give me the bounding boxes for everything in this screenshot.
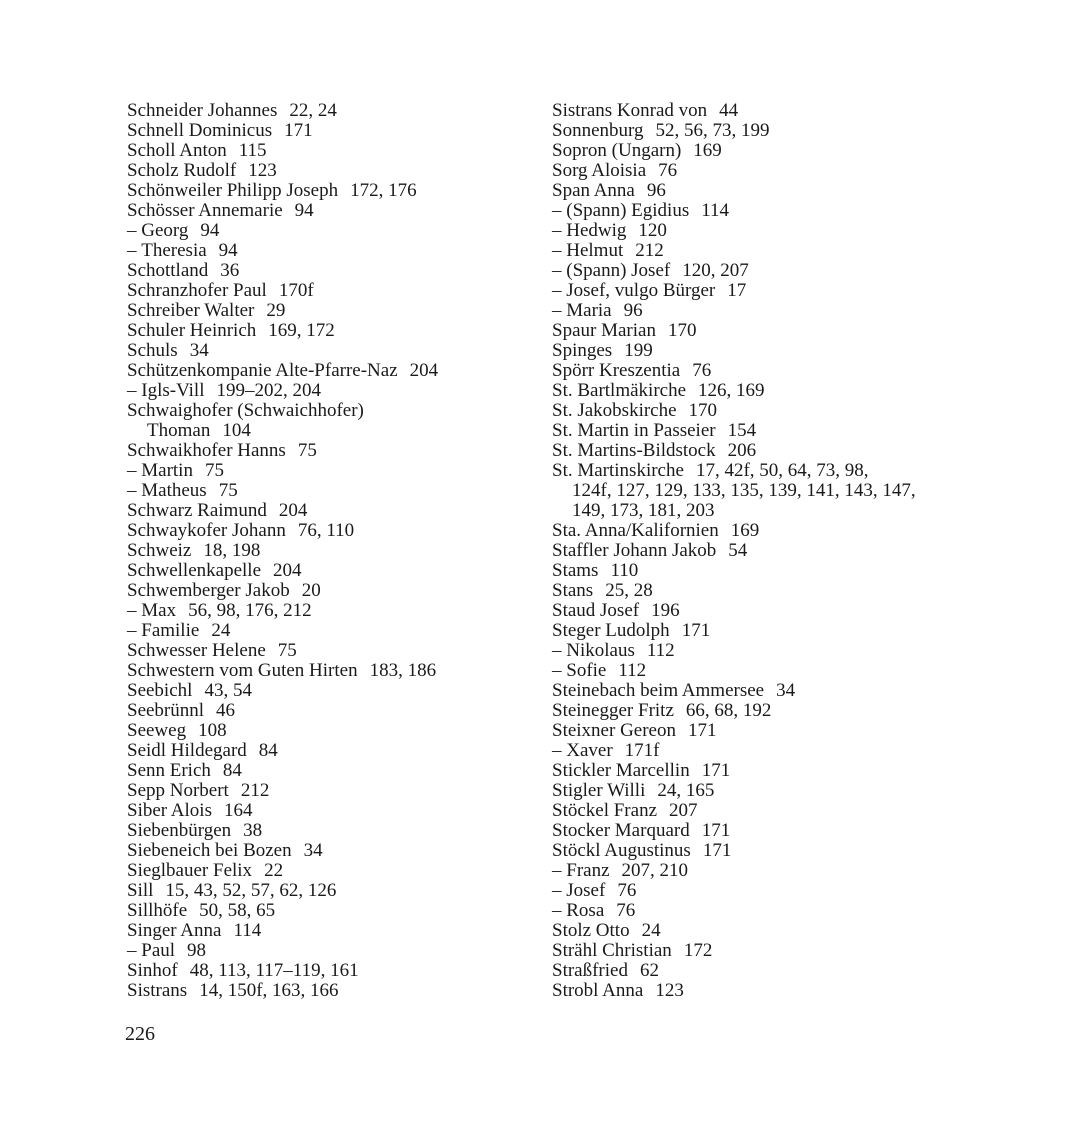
index-entry — [127, 901, 527, 921]
entry-pages: 196 — [651, 600, 680, 621]
entry-pages: 199 — [624, 340, 653, 361]
entry-pages: 114 — [701, 200, 730, 221]
index-entry — [127, 481, 527, 501]
entry-pages: 75 — [297, 440, 317, 461]
index-entry — [552, 421, 962, 441]
entry-pages: 154 — [727, 420, 757, 441]
entry-name: Sopron (Ungarn) — [552, 140, 682, 161]
entry-name: Schuler Heinrich — [127, 320, 257, 341]
entry-name: Steger Ludolph — [552, 620, 670, 641]
index-entry — [552, 841, 962, 861]
index-entry — [127, 861, 527, 881]
entry-pages: 120 — [638, 220, 667, 241]
index-entry — [552, 301, 962, 321]
entry-pages: 171 — [701, 820, 731, 841]
subentry-dash: – — [552, 900, 567, 921]
index-entry — [552, 621, 962, 641]
entry-name: Matheus — [141, 480, 207, 501]
entry-name: Sinhof — [127, 960, 178, 981]
entry-name: Sonnenburg — [552, 120, 644, 141]
index-entry — [127, 601, 527, 621]
entry-name: Sillhöfe — [127, 900, 188, 921]
subentry-dash: – — [552, 660, 567, 681]
entry-pages: 24 — [211, 620, 231, 641]
index-entry — [127, 961, 527, 981]
entry-pages: 52, 56, 73, 199 — [655, 120, 770, 141]
index-column-left — [127, 101, 527, 1001]
entry-pages: 84 — [258, 740, 278, 761]
subentry-dash: – — [552, 300, 567, 321]
entry-pages: 24 — [641, 920, 661, 941]
entry-name: Sepp Norbert — [127, 780, 229, 801]
entry-pages: 75 — [277, 640, 297, 661]
entry-pages: 29 — [266, 300, 286, 321]
entry-name: Stickler Marcellin — [552, 760, 690, 781]
subentry-dash: – — [552, 740, 567, 761]
entry-pages: 171 — [681, 620, 711, 641]
index-entry — [127, 781, 527, 801]
entry-name: Martin — [141, 460, 193, 481]
entry-name: Siber Alois — [127, 800, 212, 821]
entry-pages: 172 — [683, 940, 713, 961]
entry-pages: 14, 150f, 163, 166 — [199, 980, 339, 1001]
index-entry — [552, 101, 962, 121]
entry-pages: 172, 176 — [350, 180, 417, 201]
entry-name: Schneider Johannes — [127, 100, 278, 121]
entry-name: Strähl Christian — [552, 940, 672, 961]
entry-pages: 98 — [187, 940, 207, 961]
entry-name: Schottland — [127, 260, 209, 281]
index-entry — [552, 821, 962, 841]
entry-pages: 123 — [248, 160, 277, 181]
index-column-right — [552, 101, 962, 1001]
entry-pages: 123 — [655, 980, 684, 1001]
index-entry — [552, 361, 962, 381]
entry-name: Schwarz Raimund — [127, 500, 267, 521]
entry-name: (Spann) Josef — [566, 260, 671, 281]
entry-pages: 171f — [624, 740, 660, 761]
index-entry — [552, 201, 962, 221]
index-entry — [552, 221, 962, 241]
subentry-dash: – — [552, 240, 567, 261]
entry-name: (Spann) Egidius — [566, 200, 690, 221]
subentry-dash: – — [552, 200, 567, 221]
index-entry — [127, 101, 527, 121]
index-entry — [127, 761, 527, 781]
index-entry — [127, 681, 527, 701]
index-entry — [127, 281, 527, 301]
entry-pages: 36 — [220, 260, 240, 281]
entry-pages: 120, 207 — [682, 260, 749, 281]
entry-pages: 169 — [693, 140, 722, 161]
entry-pages: 212 — [635, 240, 664, 261]
index-entry — [552, 481, 962, 501]
index-entry — [127, 421, 527, 441]
entry-name: Helmut — [566, 240, 624, 261]
entry-pages: 108 — [198, 720, 227, 741]
index-entry — [552, 881, 962, 901]
entry-name: Josef — [566, 880, 606, 901]
index-entry — [552, 261, 962, 281]
index-entry — [127, 821, 527, 841]
index-entry — [127, 841, 527, 861]
entry-name: Stolz Otto — [552, 920, 630, 941]
index-entry — [127, 121, 527, 141]
index-entry — [552, 861, 962, 881]
index-entry — [552, 921, 962, 941]
index-entry — [127, 161, 527, 181]
index-entry — [552, 641, 962, 661]
entry-pages: 50, 58, 65 — [199, 900, 276, 921]
entry-name: Rosa — [566, 900, 605, 921]
index-entry — [552, 681, 962, 701]
subentry-dash: – — [127, 240, 142, 261]
index-entry — [552, 461, 962, 481]
index-entry — [552, 801, 962, 821]
entry-name: St. Jakobskirche — [552, 400, 677, 421]
entry-pages: 24, 165 — [657, 780, 715, 801]
entry-pages: 25, 28 — [605, 580, 653, 601]
entry-name: Theresia — [141, 240, 207, 261]
subentry-dash: – — [127, 460, 142, 481]
entry-name: Schnell Dominicus — [127, 120, 273, 141]
index-entry — [127, 441, 527, 461]
entry-name: Senn Erich — [127, 760, 211, 781]
index-entry — [552, 241, 962, 261]
entry-pages: 76 — [617, 880, 637, 901]
entry-pages: 115 — [238, 140, 267, 161]
entry-pages: 171 — [702, 840, 732, 861]
entry-name: Schwaikhofer Hanns — [127, 440, 286, 461]
index-entry — [552, 401, 962, 421]
index-entry — [127, 241, 527, 261]
subentry-dash: – — [552, 280, 567, 301]
index-entry — [127, 361, 527, 381]
index-entry — [127, 301, 527, 321]
page-number: 226 — [125, 1023, 155, 1045]
entry-name: Maria — [566, 300, 612, 321]
entry-name: Steinegger Fritz — [552, 700, 674, 721]
index-entry — [552, 701, 962, 721]
entry-pages: 164 — [223, 800, 253, 821]
entry-name: Franz — [566, 860, 610, 881]
index-entry — [127, 141, 527, 161]
index-entry — [552, 521, 962, 541]
entry-pages: 96 — [646, 180, 666, 201]
entry-pages: 22, 24 — [289, 100, 337, 121]
entry-pages: 112 — [618, 660, 647, 681]
entry-pages: 126, 169 — [698, 380, 765, 401]
index-entry — [552, 381, 962, 401]
entry-name: Schützenkompanie Alte-Pfarre-Naz — [127, 360, 398, 381]
entry-pages: 22 — [264, 860, 284, 881]
entry-name: Stöckel Franz — [552, 800, 658, 821]
entry-name: Familie — [141, 620, 200, 641]
entry-name: Seeweg — [127, 720, 187, 741]
entry-pages: 62 — [639, 960, 659, 981]
entry-name: Schuls — [127, 340, 178, 361]
entry-name: Strobl Anna — [552, 980, 644, 1001]
entry-pages: 54 — [728, 540, 748, 561]
index-entry — [127, 941, 527, 961]
index-entry — [552, 321, 962, 341]
entry-pages: 204 — [278, 500, 308, 521]
entry-pages: 76 — [692, 360, 712, 381]
entry-name: Spaur Marian — [552, 320, 656, 341]
entry-pages: 170f — [278, 280, 314, 301]
entry-pages: 75 — [218, 480, 238, 501]
entry-name: Seidl Hildegard — [127, 740, 247, 761]
entry-pages: 170 — [688, 400, 718, 421]
index-entry — [552, 661, 962, 681]
entry-name: Paul — [141, 940, 176, 961]
entry-name: Staffler Johann Jakob — [552, 540, 717, 561]
entry-pages: 212 — [240, 780, 270, 801]
entry-name: Span Anna — [552, 180, 635, 201]
entry-name: Schwestern vom Guten Hirten — [127, 660, 358, 681]
index-entry — [127, 501, 527, 521]
index-entry — [552, 281, 962, 301]
entry-pages: 34 — [189, 340, 209, 361]
index-entry — [127, 581, 527, 601]
entry-name: St. Martin in Passeier — [552, 420, 716, 441]
entry-pages: 169, 172 — [268, 320, 335, 341]
entry-name: Sieglbauer Felix — [127, 860, 253, 881]
entry-name: Straßfried — [552, 960, 628, 981]
entry-pages: 112 — [646, 640, 675, 661]
entry-pages: 96 — [623, 300, 643, 321]
subentry-dash: – — [127, 600, 142, 621]
entry-name: Stans — [552, 580, 594, 601]
index-entry — [127, 261, 527, 281]
entry-name: Hedwig — [566, 220, 627, 241]
entry-name: Thoman — [147, 420, 211, 441]
entry-name: 149, 173, 181, 203 — [572, 500, 715, 521]
entry-name: 124f, 127, 129, 133, 135, 139, 141, 143, 147, — [572, 480, 916, 501]
entry-name: Igls-Vill — [141, 380, 205, 401]
subentry-dash: – — [552, 860, 567, 881]
index-entry — [127, 721, 527, 741]
entry-pages: 94 — [294, 200, 314, 221]
entry-name: Schwaykofer Johann — [127, 520, 286, 541]
entry-pages: 207 — [669, 800, 698, 821]
index-entry — [552, 541, 962, 561]
entry-name: Josef, vulgo Bürger — [566, 280, 716, 301]
entry-pages: 114 — [233, 920, 262, 941]
subentry-dash: – — [552, 220, 567, 241]
entry-pages: 171 — [687, 720, 717, 741]
entry-name: Steinebach beim Ammersee — [552, 680, 765, 701]
entry-name: Stöckl Augustinus — [552, 840, 691, 861]
index-entry — [127, 641, 527, 661]
entry-pages: 199–202, 204 — [216, 380, 321, 401]
subentry-dash: – — [127, 480, 142, 501]
entry-name: Xaver — [566, 740, 613, 761]
index-entry — [552, 781, 962, 801]
entry-pages: 171 — [284, 120, 313, 141]
index-entry — [552, 721, 962, 741]
entry-pages: 46 — [216, 700, 236, 721]
subentry-dash: – — [552, 880, 567, 901]
index-entry — [127, 801, 527, 821]
subentry-dash: – — [552, 640, 567, 661]
entry-name: Stigler Willi — [552, 780, 646, 801]
entry-pages: 17 — [727, 280, 747, 301]
entry-pages: 84 — [222, 760, 242, 781]
index-entry — [552, 161, 962, 181]
entry-pages: 204 — [273, 560, 302, 581]
entry-pages: 66, 68, 192 — [685, 700, 772, 721]
entry-name: Steixner Gereon — [552, 720, 676, 741]
entry-pages: 75 — [204, 460, 224, 481]
entry-name: Siebeneich bei Bozen — [127, 840, 292, 861]
subentry-dash: – — [552, 260, 567, 281]
entry-pages: 44 — [719, 100, 739, 121]
index-entry — [127, 341, 527, 361]
entry-pages: 38 — [243, 820, 263, 841]
entry-name: Staud Josef — [552, 600, 640, 621]
entry-pages: 15, 43, 52, 57, 62, 126 — [165, 880, 337, 901]
entry-name: Spinges — [552, 340, 613, 361]
index-entry — [127, 561, 527, 581]
entry-name: Schwesser Helene — [127, 640, 266, 661]
entry-pages: 110 — [610, 560, 639, 581]
entry-name: Sorg Aloisia — [552, 160, 647, 181]
entry-name: Scholl Anton — [127, 140, 227, 161]
entry-name: Stams — [552, 560, 599, 581]
entry-name: Schreiber Walter — [127, 300, 255, 321]
index-entry — [127, 381, 527, 401]
index-entry — [127, 521, 527, 541]
entry-pages: 56, 98, 176, 212 — [188, 600, 312, 621]
entry-pages: 76 — [658, 160, 678, 181]
index-entry — [552, 501, 962, 521]
index-entry — [552, 341, 962, 361]
entry-name: Schweiz — [127, 540, 192, 561]
index-entry — [127, 461, 527, 481]
index-entry — [552, 121, 962, 141]
index-entry — [552, 181, 962, 201]
entry-pages: 76 — [616, 900, 636, 921]
entry-name: Seebichl — [127, 680, 193, 701]
entry-pages: 43, 54 — [204, 680, 252, 701]
entry-name: Sistrans Konrad von — [552, 100, 708, 121]
index-entry — [127, 541, 527, 561]
index-entry — [552, 901, 962, 921]
entry-pages: 206 — [727, 440, 757, 461]
index-entry — [127, 701, 527, 721]
entry-name: St. Martinskirche — [552, 460, 684, 481]
entry-pages: 207, 210 — [621, 860, 689, 881]
entry-pages: 183, 186 — [369, 660, 437, 681]
index-entry — [127, 881, 527, 901]
index-entry — [127, 401, 527, 421]
entry-name: Schwemberger Jakob — [127, 580, 290, 601]
entry-pages: 76, 110 — [297, 520, 355, 541]
index-entry — [552, 981, 962, 1001]
entry-name: St. Martins-Bildstock — [552, 440, 716, 461]
index-entry — [552, 141, 962, 161]
index-entry — [127, 921, 527, 941]
entry-pages: 104 — [222, 420, 251, 441]
subentry-dash: – — [127, 940, 142, 961]
entry-name: Nikolaus — [566, 640, 635, 661]
entry-pages: 94 — [218, 240, 238, 261]
entry-name: Singer Anna — [127, 920, 222, 941]
index-entry — [127, 741, 527, 761]
index-entry — [552, 741, 962, 761]
entry-pages: 170 — [667, 320, 697, 341]
entry-pages: 20 — [301, 580, 321, 601]
entry-pages: 94 — [200, 220, 220, 241]
entry-name: Spörr Kreszentia — [552, 360, 681, 381]
entry-name: Stocker Marquard — [552, 820, 690, 841]
index-entry — [127, 321, 527, 341]
entry-name: Max — [141, 600, 177, 621]
entry-name: Schranzhofer Paul — [127, 280, 267, 301]
entry-name: Schwaighofer (Schwaichhofer) — [127, 400, 364, 421]
entry-pages: 171 — [701, 760, 731, 781]
entry-pages: 18, 198 — [203, 540, 261, 561]
entry-name: Schösser Annemarie — [127, 200, 283, 221]
entry-pages: 17, 42f, 50, 64, 73, 98, — [695, 460, 869, 481]
entry-name: St. Bartlmäkirche — [552, 380, 687, 401]
entry-name: Sofie — [566, 660, 607, 681]
entry-pages: 34 — [303, 840, 323, 861]
entry-name: Scholz Rudolf — [127, 160, 237, 181]
subentry-dash: – — [127, 380, 142, 401]
entry-pages: 169 — [730, 520, 760, 541]
entry-pages: 204 — [409, 360, 439, 381]
entry-name: Georg — [141, 220, 189, 241]
subentry-dash: – — [127, 220, 142, 241]
entry-name: Sta. Anna/Kalifornien — [552, 520, 719, 541]
index-entry — [552, 961, 962, 981]
index-entry — [127, 201, 527, 221]
entry-pages: 48, 113, 117–119, 161 — [189, 960, 359, 981]
index-entry — [127, 661, 527, 681]
entry-name: Schwellenkapelle — [127, 560, 262, 581]
entry-name: Schönweiler Philipp Joseph — [127, 180, 339, 201]
index-entry — [552, 941, 962, 961]
index-entry — [552, 581, 962, 601]
index-entry — [127, 981, 527, 1001]
entry-name: Siebenbürgen — [127, 820, 232, 841]
index-entry — [552, 441, 962, 461]
entry-name: Sill — [127, 880, 154, 901]
index-entry — [127, 621, 527, 641]
entry-pages: 34 — [776, 680, 796, 701]
index-entry — [127, 181, 527, 201]
entry-name: Seebrünnl — [127, 700, 205, 721]
index-entry — [552, 761, 962, 781]
index-entry — [552, 561, 962, 581]
index-entry — [552, 601, 962, 621]
subentry-dash: – — [127, 620, 142, 641]
index-entry — [127, 221, 527, 241]
entry-name: Sistrans — [127, 980, 188, 1001]
